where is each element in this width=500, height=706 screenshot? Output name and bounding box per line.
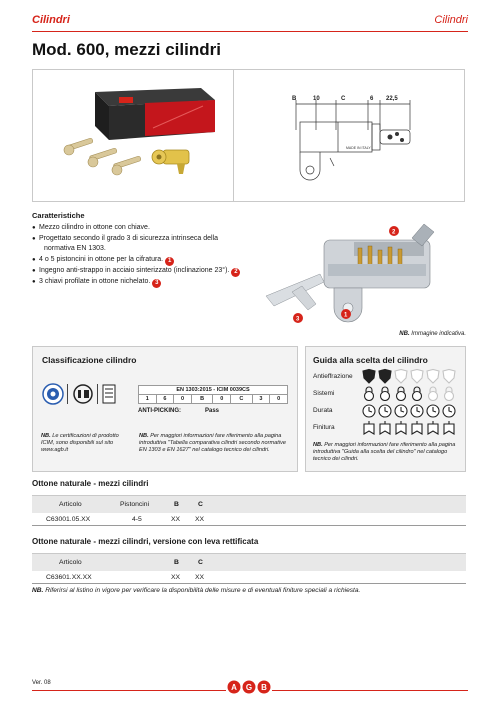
guide-label-antieffrazione: Antieffrazione — [313, 373, 353, 380]
version-label: Ver. 08 — [32, 680, 51, 686]
page-title: Mod. 600, mezzi cilindri — [32, 40, 221, 59]
clock-icon-row — [361, 402, 461, 418]
clock-icon — [363, 405, 375, 417]
section1-cell-c: XX — [195, 516, 205, 523]
feature-item-4: ● Ingegno anti-strappo in acciaio sinterizzato (inclinazione 23°). 2 — [32, 266, 272, 277]
section1-col-c: C — [198, 501, 203, 508]
section1-col-pistoncini: Pistoncini — [120, 501, 150, 508]
lock-icon-row — [361, 385, 461, 401]
drawing-label-6: 6 — [370, 96, 374, 102]
features-list — [32, 223, 272, 288]
drawing-label-225: 22,5 — [386, 96, 398, 102]
section1-cell-pistoncini: 4-5 — [132, 516, 142, 523]
lock-icon — [365, 387, 374, 401]
certification-note: NB. Le certificazioni di prodotto ICIM, sono disponibili sul sito www.agb.it — [41, 433, 119, 454]
table-row — [32, 514, 466, 526]
finish-icon — [428, 421, 438, 434]
technical-drawing — [233, 69, 465, 202]
feature-item-5: ● 3 chiavi profilate in ottone nichelato. 3 — [32, 277, 272, 288]
finish-icon — [364, 421, 374, 434]
drawing-label-10: 10 — [313, 96, 320, 102]
feature-item-1: ● Mezzo cilindro in ottone con chiave. — [32, 223, 272, 234]
section1-title: Ottone naturale - mezzi cilindri — [32, 479, 149, 488]
table-row — [32, 572, 466, 584]
section2-cell-b: XX — [171, 574, 181, 581]
shield-icon-row — [361, 368, 461, 384]
guide-note: NB. Per maggiori informazioni fare riferimento alla pagina introduttiva "Guida alla scelta del cilindro" nel catalogo tecnico dei cilindri. — [313, 442, 456, 463]
shield-icon — [363, 370, 375, 384]
anti-picking-value: Pass — [205, 408, 220, 414]
section2-table-header — [32, 553, 466, 571]
code-8: 0 — [270, 395, 288, 404]
section1-cell-b: XX — [171, 516, 181, 523]
classification-panel — [32, 346, 298, 472]
features-title: Caratteristiche — [32, 211, 85, 220]
section1-col-b: B — [174, 501, 179, 508]
certification-logos — [41, 382, 131, 406]
section1-col-articolo: Articolo — [59, 501, 82, 508]
finish-icon-row — [361, 419, 461, 435]
badge-1: 1 — [165, 257, 174, 266]
drawing-label-b: B — [292, 96, 297, 102]
svg-text:A: A — [231, 683, 237, 692]
code-7: 3 — [252, 395, 270, 404]
agb-logo — [226, 680, 272, 694]
cutaway-badge-3: 3 — [296, 316, 300, 323]
section2-cell-articolo: C63601.XX.XX — [46, 574, 92, 581]
section2-col-b: B — [174, 559, 179, 566]
code-2: 6 — [156, 395, 174, 404]
header-left-title: Cilindri — [32, 14, 70, 26]
feature-item-3: ● 4 o 5 pistoncini in ottone per la cifratura. 1 — [32, 255, 272, 266]
cutaway-badge-1: 1 — [344, 312, 348, 319]
section2-cell-c: XX — [195, 574, 205, 581]
en1303-classification-table — [138, 385, 288, 404]
badge-3: 3 — [152, 279, 161, 288]
classification-title: Classificazione cilindro — [42, 355, 137, 365]
cylinder-cutaway-image — [262, 218, 466, 328]
svg-text:G: G — [245, 683, 253, 692]
svg-text:B: B — [261, 683, 267, 692]
shield-icon — [443, 370, 455, 384]
shield-icon — [427, 370, 439, 384]
section2-title: Ottone naturale - mezzi cilindri, versione con leva rettificata — [32, 537, 259, 546]
product-box-image — [33, 70, 241, 202]
section1-table-header — [32, 495, 466, 513]
shield-icon — [379, 370, 391, 384]
finish-icon — [412, 421, 422, 434]
shield-icon — [411, 370, 423, 384]
lock-icon — [413, 387, 422, 401]
clock-icon — [427, 405, 439, 417]
finish-icon — [396, 421, 406, 434]
cutaway-badge-2: 2 — [392, 229, 396, 236]
availability-note: NB. Riferirsi al listino in vigore per verificare la disponibilità delle misure e di eventuali finiture speciali a richiesta. — [32, 587, 361, 594]
header-divider — [32, 31, 468, 32]
guide-label-durata: Durata — [313, 407, 333, 414]
section2-col-c: C — [198, 559, 203, 566]
comparison-note: NB. Per maggiori informazioni fare riferimento alla pagina introduttiva "Tabella comparativa cilindri secondo normative EN 1303 e EN 1627" nel catalogo tecnico dei cilindri. — [139, 433, 286, 454]
section1-cell-articolo: C63001.05.XX — [46, 516, 91, 523]
code-3: 0 — [174, 395, 192, 404]
en1303-standard: EN 1303:2015 - ICIM 0039CS — [139, 386, 288, 395]
feature-item-2-continued: normativa EN 1303. — [44, 245, 106, 253]
guide-title: Guida alla scelta del cilindro — [313, 355, 428, 365]
code-5: 0 — [213, 395, 231, 404]
lock-icon — [397, 387, 406, 401]
code-6: C — [231, 395, 253, 404]
clock-icon — [395, 405, 407, 417]
code-4: B — [191, 395, 213, 404]
guide-label-sistemi: Sistemi — [313, 390, 335, 397]
shield-icon — [395, 370, 407, 384]
clock-icon — [379, 405, 391, 417]
clock-icon — [443, 405, 455, 417]
lock-icon — [381, 387, 390, 401]
code-1: 1 — [139, 395, 157, 404]
finish-icon — [380, 421, 390, 434]
header-right-title: Cilindri — [434, 14, 468, 26]
image-note: NB. Immagine indicativa. — [399, 331, 466, 337]
feature-item-2: ● Progettato secondo il grado 3 di sicurezza intrinseca della — [32, 234, 272, 245]
product-photo — [32, 69, 241, 202]
clock-icon — [411, 405, 423, 417]
finish-icon — [444, 421, 454, 434]
selection-guide-panel — [305, 346, 466, 472]
badge-2: 2 — [231, 268, 240, 277]
section2-col-articolo: Articolo — [59, 559, 82, 566]
lock-icon — [445, 387, 454, 401]
guide-label-finitura: Finitura — [313, 424, 335, 431]
lock-icon — [429, 387, 438, 401]
drawing-made-in-italy: MADE IN ITALY — [346, 146, 371, 150]
drawing-label-c: C — [341, 96, 346, 102]
anti-picking-label: ANTI-PICKING: — [138, 408, 181, 414]
